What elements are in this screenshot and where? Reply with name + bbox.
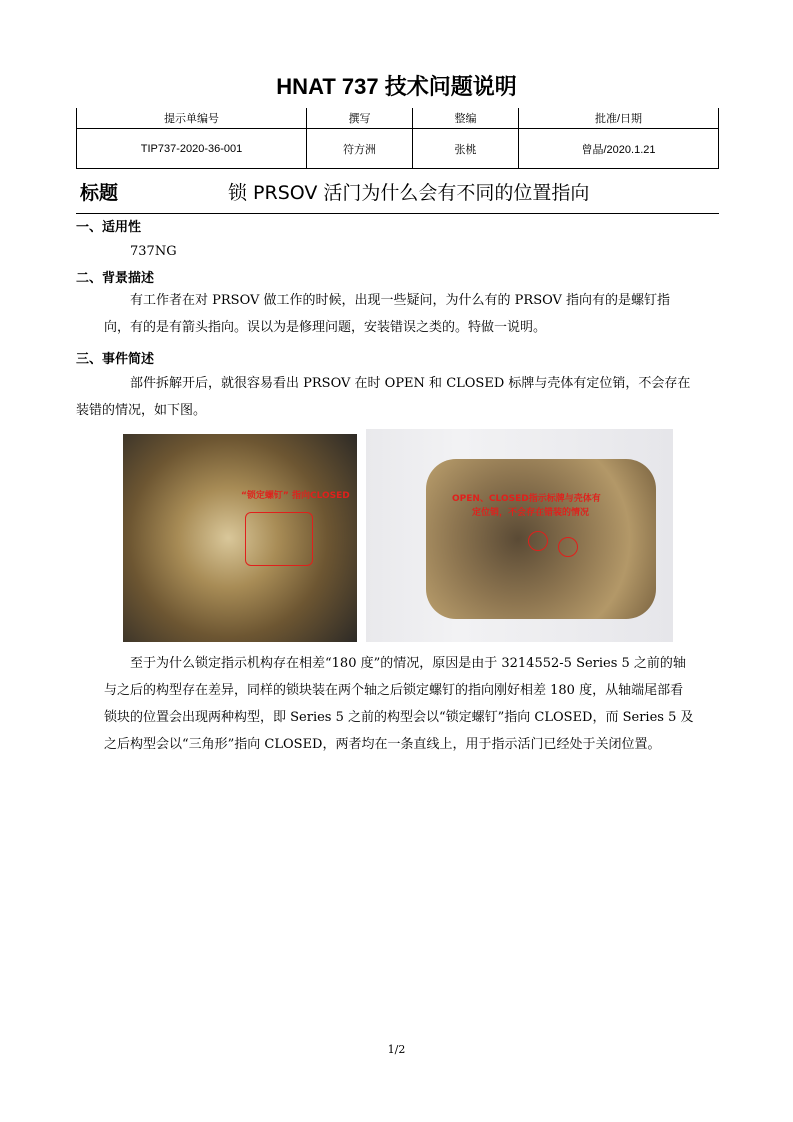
page-number: 1/2 [387,1043,406,1056]
photo-valve-lock-screw [123,434,357,642]
highlight-circle [528,531,548,551]
header-author: 撰写 [307,108,413,129]
header-tip-number: 提示单编号 [77,108,307,129]
approval-date: 曾晶/2020.1.21 [519,129,719,169]
document-title: HNAT 737 技术问题说明 [276,74,517,99]
editor: 张桃 [413,129,519,169]
author: 符方洲 [307,129,413,169]
divider [76,213,719,214]
tip-number: TIP737-2020-36-001 [77,129,307,169]
event-text-1: 部件拆解开后，就很容易看出 PRSOV 在时 OPEN 和 CLOSED 标牌与壳体有定位销，不会存在装错的情况，如下图。 [76,376,691,418]
highlight-box [245,512,313,566]
photo-annotation-1: OPEN、CLOSED指示标牌与壳体有 [452,494,601,504]
heading-label: 标题 [80,182,119,204]
section-title-applicability: 一、适用性 [76,220,142,235]
header-approval-date: 批准/日期 [519,108,719,129]
photo-annotation-2: 定位销，不会存在错装的情况 [472,508,590,518]
photo-annotation: “锁定螺钉” 指向CLOSED [241,491,350,501]
applicability-text: 737NG [130,244,177,259]
photo-valve-body [366,429,673,642]
section-title-event: 三、事件简述 [76,352,155,367]
event-text-2: 至于为什么锁定指示机构存在相差“180 度”的情况，原因是由于 3214552-5 Series 5 之前的轴与之后的构型存在差异，同样的锁块装在两个轴之后锁定螺钉的指向刚好相差 180 度，从轴端尾部看锁块的位置会出现两种构型，即 Series 5 之前的构型会以“锁定螺钉”指向 CLOSED，而 Series 5 及之后构型会以“三角形”指向 CLOSED，两者均在一条直线上，用于指示活门已经处于关闭位置。 [104,656,694,752]
heading-text: 锁 PRSOV 活门为什么会有不同的位置指向 [228,182,590,204]
highlight-circle [558,537,578,557]
header-editor: 整编 [413,108,519,129]
info-table [76,108,719,169]
section-title-background: 二、背景描述 [76,271,155,286]
background-text: 有工作者在对 PRSOV 做工作的时候，出现一些疑问，为什么有的 PRSOV 指向有的是螺钉指向，有的是有箭头指向。误以为是修理问题，安装错误之类的。特做一说明。 [104,293,671,335]
